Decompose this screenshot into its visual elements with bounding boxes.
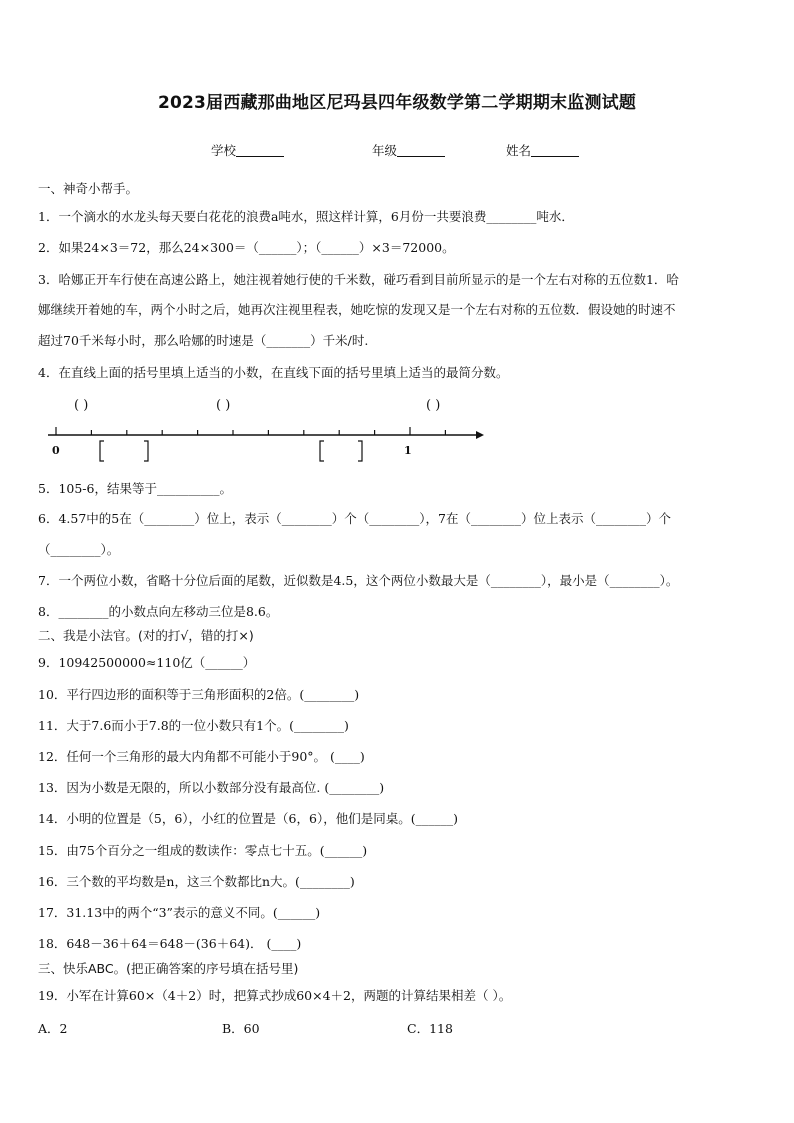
question-4: 4．在直线上面的括号里填上适当的小数，在直线下面的括号里填上适当的最简分数。 bbox=[38, 365, 509, 380]
question-14: 14．小明的位置是（5，6），小红的位置是（6，6），他们是同桌。(______) bbox=[38, 811, 458, 826]
question-1: 1．一个滴水的水龙头每天要白花花的浪费a吨水，照这样计算，6月份一共要浪费________吨水． bbox=[38, 209, 574, 224]
section-2-heading: 二、我是小法官。(对的打√，错的打×) bbox=[38, 628, 254, 643]
school-field bbox=[211, 141, 284, 159]
school-blank[interactable] bbox=[236, 144, 284, 157]
question-18: 18．648－36＋64＝648－(36＋64)． (____) bbox=[38, 936, 302, 951]
axis-label-0: 0 bbox=[52, 444, 60, 457]
question-6-line-1: 6．4.57中的5在（________）位上，表示（________）个（________），7在（________）位上表示（________）个 bbox=[38, 511, 671, 526]
section-3-heading: 三、快乐ABC。(把正确答案的序号填在括号里) bbox=[38, 961, 299, 976]
question-16: 16．三个数的平均数是n，这三个数都比n大。(________) bbox=[38, 874, 355, 889]
question-6-line-2: （________）。 bbox=[38, 542, 120, 557]
name-label: 姓名 bbox=[506, 143, 532, 158]
upper-bracket-3[interactable]: ( ) bbox=[426, 398, 441, 413]
axis-arrow bbox=[476, 431, 484, 439]
lower-bracket-1-right[interactable] bbox=[144, 441, 148, 461]
question-15: 15．由75个百分之一组成的数读作：零点七十五。(______) bbox=[38, 843, 368, 858]
question-7: 7．一个两位小数，省略十分位后面的尾数，近似数是4.5，这个两位小数最大是（________），最小是（________）。 bbox=[38, 573, 679, 588]
question-5: 5．105-6，结果等于__________。 bbox=[38, 481, 232, 496]
question-3-line-2: 娜继续开着她的车，两个小时之后，她再次注视里程表，她吃惊的发现又是一个左右对称的五位数．假设她的时速不 bbox=[38, 302, 676, 317]
question-3-line-1: 3．哈娜正开车行使在高速公路上，她注视着她行使的千米数，碰巧看到目前所显示的是一个左右对称的五位数1．哈 bbox=[38, 272, 679, 287]
axis-ticks bbox=[56, 427, 445, 435]
question-8: 8．________的小数点向左移动三位是8.6。 bbox=[38, 604, 279, 619]
question-17: 17．31.13中的两个“3”表示的意义不同。(______) bbox=[38, 905, 321, 920]
option-c[interactable]: C．118 bbox=[407, 1021, 453, 1036]
grade-field bbox=[372, 141, 445, 159]
upper-bracket-2[interactable]: ( ) bbox=[216, 398, 231, 413]
axis-label-1: 1 bbox=[404, 444, 412, 457]
question-9: 9．10942500000≈110亿（______） bbox=[38, 655, 256, 670]
name-field bbox=[506, 141, 579, 159]
section-1-heading: 一、神奇小帮手。 bbox=[38, 181, 139, 196]
number-line-figure bbox=[38, 390, 498, 470]
name-blank[interactable] bbox=[531, 144, 579, 157]
school-label: 学校 bbox=[211, 143, 237, 158]
upper-bracket-1[interactable]: ( ) bbox=[74, 398, 89, 413]
question-2: 2．如果24×3＝72，那么24×300＝（______）；（______）×3＝72000。 bbox=[38, 240, 455, 255]
lower-bracket-2-right[interactable] bbox=[358, 441, 362, 461]
question-12: 12．任何一个三角形的最大内角都不可能小于90°。 (____) bbox=[38, 749, 365, 764]
question-19: 19．小军在计算60×（4＋2）时，把算式抄成60×4＋2，两题的计算结果相差（ ）。 bbox=[38, 988, 512, 1003]
option-b[interactable]: B．60 bbox=[222, 1021, 260, 1036]
question-13: 13．因为小数是无限的，所以小数部分没有最高位. (________) bbox=[38, 780, 385, 795]
page-title: 2023届西藏那曲地区尼玛县四年级数学第二学期期末监测试题 bbox=[157, 93, 637, 113]
question-11: 11．大于7.6而小于7.8的一位小数只有1个。(________) bbox=[38, 718, 349, 733]
question-10: 10．平行四边形的面积等于三角形面积的2倍。(________) bbox=[38, 687, 360, 702]
option-a[interactable]: A．2 bbox=[38, 1021, 68, 1036]
question-3-line-3: 超过70千米每小时，那么哈娜的时速是（_______）千米/时. bbox=[38, 333, 369, 348]
lower-bracket-2-left[interactable] bbox=[320, 441, 324, 461]
lower-bracket-1-left[interactable] bbox=[100, 441, 104, 461]
grade-blank[interactable] bbox=[397, 144, 445, 157]
grade-label: 年级 bbox=[372, 143, 398, 158]
